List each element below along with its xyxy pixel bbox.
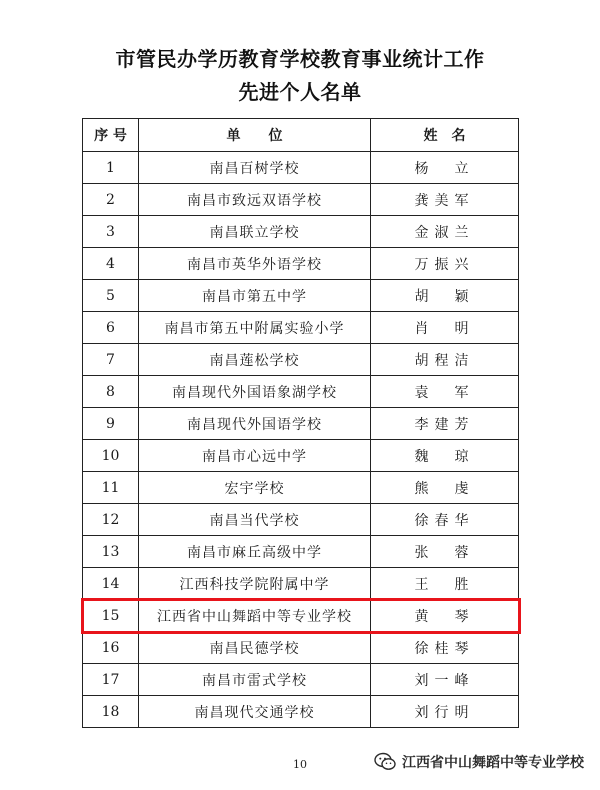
unit-cell: 南昌联立学校 (139, 216, 371, 248)
serial-number-cell: 2 (83, 184, 139, 216)
person-name-cell: 李建芳 (371, 408, 519, 440)
table-row (83, 568, 519, 600)
person-name-cell: 胡程洁 (371, 344, 519, 376)
serial-number-cell: 12 (83, 504, 139, 536)
document-title: 市管民办学历教育学校教育事业统计工作 (115, 47, 485, 71)
person-name-cell: 肖 明 (371, 312, 519, 344)
document-subtitle: 先进个人名单 (238, 80, 362, 104)
table-row (83, 152, 519, 184)
watermark-text: 江西省中山舞蹈中等专业学校 (402, 755, 584, 771)
serial-number-cell: 1 (83, 152, 139, 184)
person-name-cell: 王 胜 (371, 568, 519, 600)
table-row (83, 696, 519, 728)
person-name-cell: 张 蓉 (371, 536, 519, 568)
person-name-cell: 刘一峰 (371, 664, 519, 696)
person-name-cell: 龚美军 (371, 184, 519, 216)
person-name-cell: 胡 颖 (371, 280, 519, 312)
serial-number-cell: 6 (83, 312, 139, 344)
page-number: 10 (293, 758, 307, 771)
table-row (83, 504, 519, 536)
table-row (83, 536, 519, 568)
serial-number-cell: 8 (83, 376, 139, 408)
person-name-cell: 徐春华 (371, 504, 519, 536)
serial-number-cell: 11 (83, 472, 139, 504)
serial-number-cell: 3 (83, 216, 139, 248)
header-serial-number: 序 号 (83, 119, 139, 152)
table-row (83, 376, 519, 408)
unit-cell: 南昌市英华外语学校 (139, 248, 371, 280)
wechat-icon (374, 752, 396, 772)
table-row (83, 184, 519, 216)
serial-number-cell: 18 (83, 696, 139, 728)
unit-cell: 南昌现代外国语象湖学校 (139, 376, 371, 408)
unit-cell: 南昌民德学校 (139, 632, 371, 664)
person-name-cell: 魏 琼 (371, 440, 519, 472)
unit-cell: 南昌百树学校 (139, 152, 371, 184)
serial-number-cell: 10 (83, 440, 139, 472)
unit-cell: 南昌当代学校 (139, 504, 371, 536)
person-name-cell: 徐桂琴 (371, 632, 519, 664)
person-name-cell: 万振兴 (371, 248, 519, 280)
unit-cell: 江西省中山舞蹈中等专业学校 (139, 600, 371, 632)
unit-cell: 南昌市第五中附属实验小学 (139, 312, 371, 344)
serial-number-cell: 9 (83, 408, 139, 440)
unit-cell: 宏宇学校 (139, 472, 371, 504)
serial-number-cell: 16 (83, 632, 139, 664)
unit-cell: 江西科技学院附属中学 (139, 568, 371, 600)
table-row (83, 408, 519, 440)
table-header-row (83, 119, 519, 152)
table-row (83, 632, 519, 664)
table-row (83, 440, 519, 472)
serial-number-cell: 15 (83, 600, 139, 632)
unit-cell: 南昌莲松学校 (139, 344, 371, 376)
unit-cell: 南昌市第五中学 (139, 280, 371, 312)
header-unit: 单 位 (139, 119, 371, 152)
header-name: 姓 名 (371, 119, 519, 152)
person-name-cell: 金淑兰 (371, 216, 519, 248)
table-row (83, 472, 519, 504)
table-row (83, 600, 519, 632)
table-row (83, 312, 519, 344)
watermark (374, 752, 584, 772)
table-row (83, 344, 519, 376)
name-list-table (82, 118, 518, 728)
table-row (83, 280, 519, 312)
serial-number-cell: 13 (83, 536, 139, 568)
serial-number-cell: 14 (83, 568, 139, 600)
person-name-cell: 袁 军 (371, 376, 519, 408)
serial-number-cell: 7 (83, 344, 139, 376)
person-name-cell: 熊 虔 (371, 472, 519, 504)
unit-cell: 南昌现代外国语学校 (139, 408, 371, 440)
table-row (83, 248, 519, 280)
person-name-cell: 杨 立 (371, 152, 519, 184)
unit-cell: 南昌市心远中学 (139, 440, 371, 472)
unit-cell: 南昌市麻丘高级中学 (139, 536, 371, 568)
table-row (83, 664, 519, 696)
unit-cell: 南昌现代交通学校 (139, 696, 371, 728)
unit-cell: 南昌市致远双语学校 (139, 184, 371, 216)
person-name-cell: 刘行明 (371, 696, 519, 728)
serial-number-cell: 5 (83, 280, 139, 312)
serial-number-cell: 17 (83, 664, 139, 696)
serial-number-cell: 4 (83, 248, 139, 280)
table-row (83, 216, 519, 248)
person-name-cell: 黄 琴 (371, 600, 519, 632)
unit-cell: 南昌市雷式学校 (139, 664, 371, 696)
